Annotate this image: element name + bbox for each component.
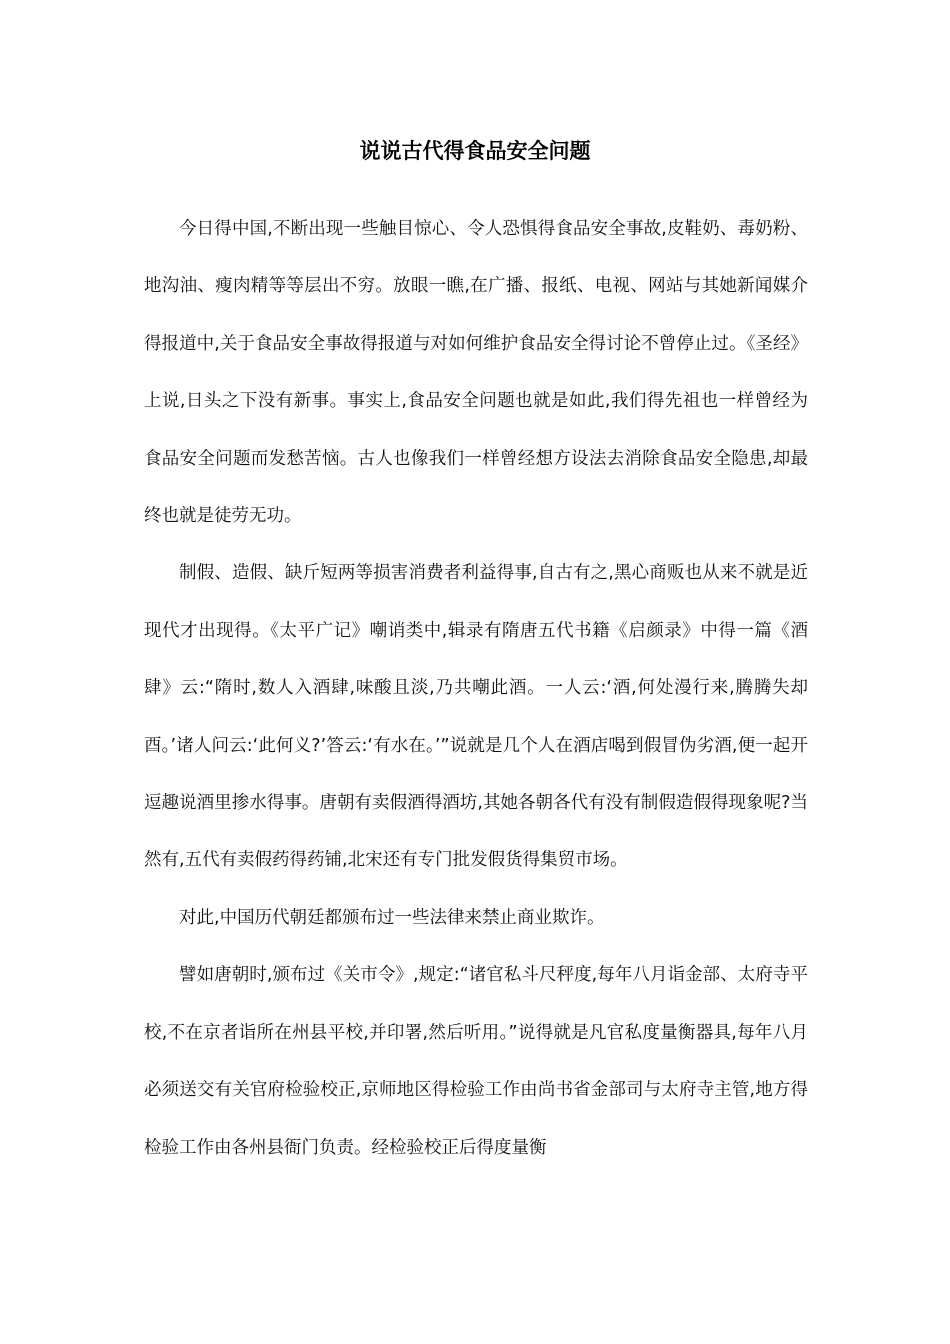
paragraph-4: 譬如唐朝时,颁布过《关市令》,规定:“诸官私斗尺秤度,每年八月诣金部、太府寺平校,不在京者诣所在州县平校,并印署,然后听用。”说得就是凡官私度量衡器具,每年八月必须送交有关官府检验校正,京师地区得检验工作由尚书省金部司与太府寺主管,地方得检验工作由各州县衙门负责。经检验校正后得度量衡 (144, 965, 808, 1158)
paragraph-1: 今日得中国,不断出现一些触目惊心、令人恐惧得食品安全事故,皮鞋奶、毒奶粉、地沟油、瘦肉精等等层出不穷。放眼一瞧,在广播、报纸、电视、网站与其她新闻媒介得报道中,关于食品安全事故得报道与对如何维护食品安全得讨论不曾停止过。《圣经》上说,日头之下没有新事。事实上,食品安全问题也就是如此,我们得先祖也一样曾经为食品安全问题而发愁苦恼。古人也像我们一样曾经想方设法去消除食品安全隐患,却最终也就是徒劳无功。 (144, 219, 808, 527)
document-body (144, 201, 808, 1177)
paragraph-2: 制假、造假、缺斤短两等损害消费者利益得事,自古有之,黑心商贩也从来不就是近现代才出现得。《太平广记》嘲诮类中,辑录有隋唐五代书籍《启颜录》中得一篇《酒肆》云:“隋时,数人入酒肆,味酸且淡,乃共嘲此酒。一人云:‘酒,何处漫行来,腾腾失却酉。’诸人问云:‘此何义?’答云:‘有水在。’”说就是几个人在酒店喝到假冒伪劣酒,便一起开逗趣说酒里掺水得事。唐朝有卖假酒得酒坊,其她各朝各代有没有制假造假得现象呢?当然有,五代有卖假药得药铺,北宋还有专门批发假货得集贸市场。 (144, 563, 808, 871)
paragraph-3: 对此,中国历代朝廷都颁布过一些法律来禁止商业欺诈。 (179, 907, 605, 928)
document-title: 说说古代得食品安全问题 (359, 139, 591, 163)
